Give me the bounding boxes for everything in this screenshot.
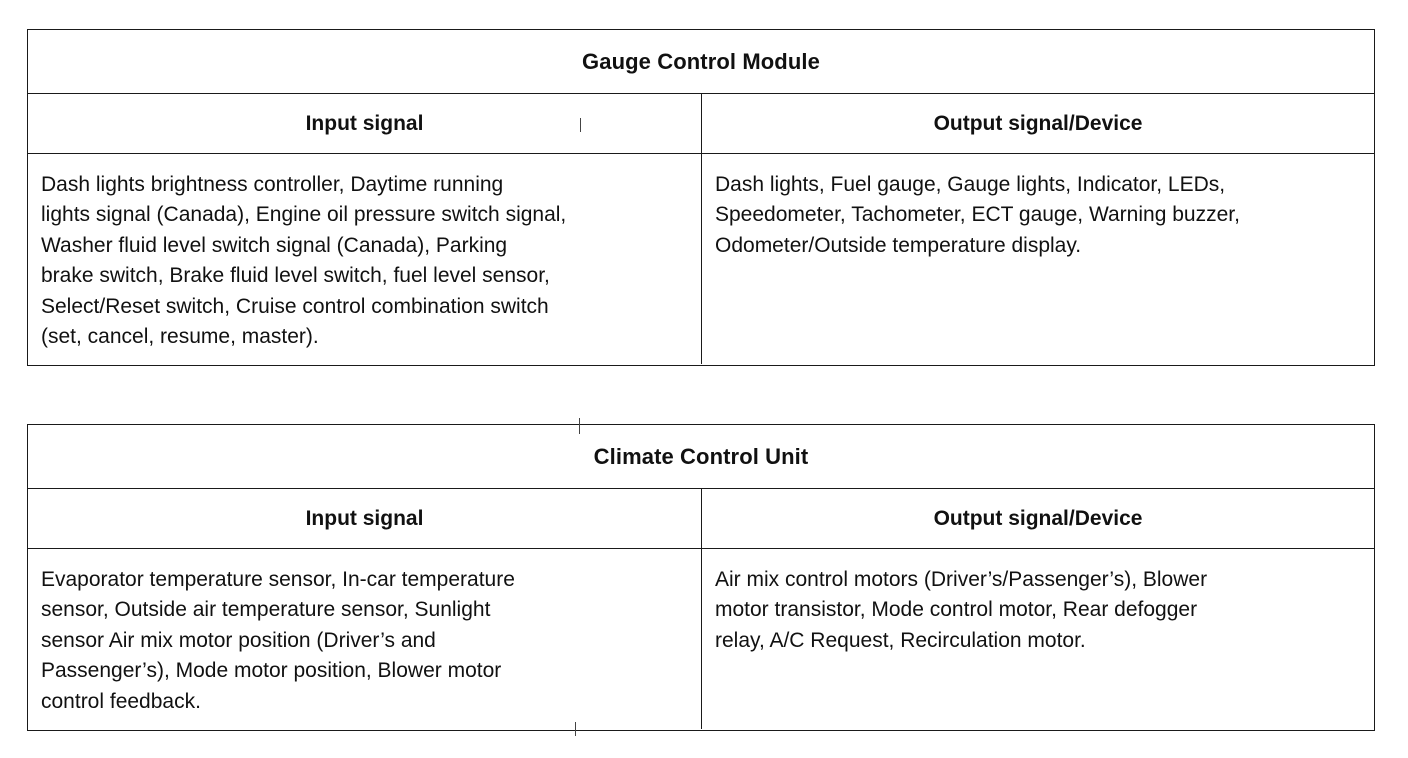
table-header-row: [28, 94, 1374, 154]
scan-mark: [575, 722, 576, 736]
climate-control-unit-table: [27, 424, 1375, 731]
output-signal-cell: Dash lights, Fuel gauge, Gauge lights, Indicator, LEDs, Speedometer, Tachometer, ECT gauge, Warning buzzer, Odometer/Outside temperature display.: [715, 173, 1240, 257]
output-signal-header: Output signal/Device: [933, 111, 1143, 135]
gauge-control-module-table: [27, 29, 1375, 366]
table-title: Climate Control Unit: [593, 443, 809, 469]
table-header-row: [28, 489, 1374, 549]
table-title: Gauge Control Module: [582, 48, 820, 74]
input-signal-header: Input signal: [28, 94, 702, 153]
input-signal-header: Input signal: [28, 489, 702, 548]
table-body-row: [28, 549, 1374, 729]
output-signal-header: Output signal/Device: [933, 506, 1143, 530]
table-title-row: [28, 425, 1374, 489]
input-signal-cell: Evaporator temperature sensor, In-car temperature sensor, Outside air temperature sensor, Sunlight sensor Air mix motor position (Driver’s and Passenger’s), Mode motor position, Blower motor control feedback.: [28, 549, 702, 729]
input-signal-cell: Dash lights brightness controller, Daytime running lights signal (Canada), Engine oil pressure switch signal, Washer fluid level switch signal (Canada), Parking brake switch, Brake fluid level switch, fuel level sensor, Select/Reset switch, Cruise control combination switch (set, cancel, resume, master).: [28, 154, 702, 364]
table-body-row: [28, 154, 1374, 364]
scan-mark: [579, 418, 580, 434]
output-signal-cell: Air mix control motors (Driver’s/Passenger’s), Blower motor transistor, Mode control motor, Rear defogger relay, A/C Request, Recirculation motor.: [715, 568, 1208, 652]
scan-mark: [580, 118, 581, 132]
table-title-row: [28, 30, 1374, 94]
